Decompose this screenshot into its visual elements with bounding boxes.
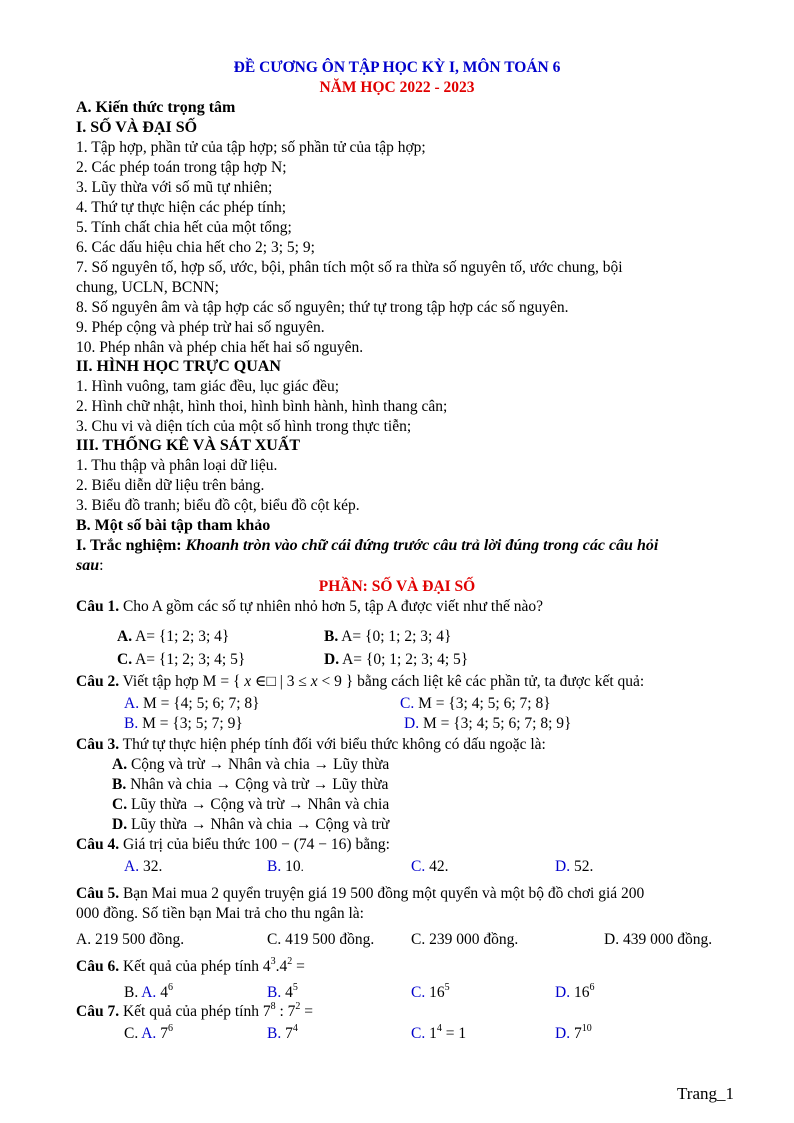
option-text: M = {3; 5; 7; 9}	[138, 715, 243, 732]
option-d	[404, 714, 571, 733]
section-b-heading: B. Một số bài tập tham khảo	[76, 517, 271, 534]
option-text: A= {1; 2; 3; 4}	[132, 628, 230, 645]
question-text: Bạn Mai mua 2 quyển truyện giá 19 500 đồng một quyển và một bộ đồ chơi giá 200	[119, 885, 645, 902]
question-6	[76, 957, 305, 976]
question-text: Thứ tự thực hiện phép tính đối với biểu thức không có dấu ngoặc là:	[119, 736, 546, 753]
option-d	[324, 650, 468, 669]
document-title: ĐỀ CƯƠNG ÔN TẬP HỌC KỲ I, MÔN TOÁN 6	[233, 59, 561, 76]
option-letter: D.	[404, 715, 420, 732]
option-text: 1	[425, 1025, 437, 1042]
school-year: NĂM HỌC 2022 - 2023	[319, 79, 475, 96]
exponent: 6	[589, 982, 595, 993]
question-label: Câu 1.	[76, 598, 120, 615]
option-b	[112, 775, 388, 794]
math-var: x	[244, 673, 252, 690]
option-text: Cộng và trừ → Nhân và chia → Lũy thừa	[127, 756, 390, 773]
question-text: Cho A gồm các số tự nhiên nhỏ hơn 5, tập A được viết như thế nào?	[119, 598, 543, 615]
option-letter: A.	[124, 858, 140, 875]
list-item: 2. Các phép toán trong tập hợp N;	[76, 159, 287, 176]
option-letter: B.	[124, 715, 139, 732]
math-var: x	[310, 673, 318, 690]
exponent: 6	[167, 1023, 173, 1034]
list-item: 3. Lũy thừa với số mũ tự nhiên;	[76, 179, 273, 196]
option-text: Nhân và chia → Cộng và trừ → Lũy thừa	[126, 776, 389, 793]
option-letter: C.	[411, 984, 426, 1001]
section-a-heading: A. Kiến thức trọng tâm	[76, 99, 236, 116]
option-letter: C.	[400, 695, 415, 712]
option-text: 10	[281, 858, 301, 875]
option-letter: C.	[411, 1025, 426, 1042]
list-item: 8. Số nguyên âm và tập hợp các số nguyên; thứ tự trong tập hợp các số nguyên.	[76, 299, 569, 316]
option-c	[411, 983, 450, 1002]
option-letter: D.	[555, 984, 571, 1001]
option-text: 4	[281, 984, 293, 1001]
option-text: M = {4; 5; 6; 7; 8}	[139, 695, 260, 712]
question-label: Câu 6.	[76, 958, 120, 975]
exponent: 4	[292, 1023, 298, 1034]
option-letter: B.	[112, 776, 127, 793]
option-letter: B.	[267, 858, 282, 875]
mc-instruction-cont	[76, 556, 104, 575]
question-text: Kết quả của phép tính 7	[119, 1003, 271, 1020]
mc-colon: :	[99, 557, 104, 574]
list-item: 1. Tập hợp, phần tử của tập hợp; số phần tử của tập hợp;	[76, 139, 426, 156]
list-item: 3. Chu vi và diện tích của một số hình trong thực tiễn;	[76, 418, 412, 435]
list-item: 5. Tính chất chia hết của một tổng;	[76, 219, 292, 236]
option-text: .	[300, 859, 304, 874]
question-4	[76, 835, 390, 854]
option-letter: C.	[411, 858, 426, 875]
option-c: C. 239 000 đồng.	[411, 931, 519, 948]
option-text: 42.	[425, 858, 449, 875]
option-text: M = {3; 4; 5; 6; 7; 8; 9}	[419, 715, 572, 732]
list-item: 1. Thu thập và phân loại dữ liệu.	[76, 457, 278, 474]
option-text: 4	[156, 984, 168, 1001]
option-b	[124, 714, 243, 733]
question-1	[76, 597, 543, 616]
list-item: 10. Phép nhân và phép chia hết hai số nguyên.	[76, 339, 364, 356]
part-title: PHẦN: SỐ VÀ ĐẠI SỐ	[318, 578, 476, 595]
option-d: D. 439 000 đồng.	[604, 931, 713, 948]
option-d	[555, 1024, 592, 1043]
exponent: 5	[292, 982, 298, 993]
option-letter: D.	[324, 651, 340, 668]
option-b	[324, 627, 451, 646]
option-text: A= {1; 2; 3; 4; 5}	[132, 651, 246, 668]
option-letter: C.	[117, 651, 133, 668]
question-3	[76, 735, 546, 754]
question-text: Kết quả của phép tính 4	[119, 958, 271, 975]
list-item: 2. Hình chữ nhật, hình thoi, hình bình hành, hình thang cân;	[76, 398, 448, 415]
question-label: Câu 5.	[76, 885, 120, 902]
list-item: 9. Phép cộng và phép trừ hai số nguyên.	[76, 319, 325, 336]
missing-glyph: □	[266, 673, 276, 690]
option-text: Lũy thừa → Nhân và chia → Cộng và trừ	[127, 816, 390, 833]
part-1-heading: I. SỐ VÀ ĐẠI SỐ	[76, 119, 198, 136]
math-expression: 100 − (74 − 16)	[254, 836, 352, 853]
part-2-heading: II. HÌNH HỌC TRỰC QUAN	[76, 358, 281, 375]
question-text: | 3 ≤	[275, 673, 311, 690]
question-5-cont: 000 đồng. Số tiền bạn Mai trả cho thu ngân là:	[76, 905, 364, 922]
mc-instruction-text-2: sau	[76, 557, 100, 574]
list-item: 2. Biểu diễn dữ liệu trên bảng.	[76, 477, 265, 494]
option-prefix: B.	[124, 984, 142, 1001]
option-letter: B.	[267, 1025, 282, 1042]
question-2	[76, 672, 644, 691]
option-text: 52.	[570, 858, 594, 875]
mc-instruction-text: Khoanh tròn vào chữ cái đứng trước câu trả lời đúng trong các câu hỏi	[185, 537, 659, 554]
part-3-heading: III. THỐNG KÊ VÀ SÁT XUẤT	[76, 437, 301, 454]
option-text: A= {0; 1; 2; 3; 4}	[338, 628, 452, 645]
option-a	[117, 627, 229, 646]
question-text: .4	[275, 958, 288, 975]
question-text: Viết tập hợp M = {	[119, 673, 245, 690]
option-a	[124, 694, 260, 713]
option-c	[400, 694, 551, 713]
option-b: C. 419 500 đồng.	[267, 931, 375, 948]
option-text: 7	[570, 1025, 582, 1042]
option-text: A= {0; 1; 2; 3; 4; 5}	[339, 651, 469, 668]
list-item: 4. Thứ tự thực hiện các phép tính;	[76, 199, 287, 216]
list-item: 6. Các dấu hiệu chia hết cho 2; 3; 5; 9;	[76, 239, 315, 256]
option-a: A. 219 500 đồng.	[76, 931, 185, 948]
option-d	[112, 815, 389, 834]
option-letter: D.	[555, 1025, 571, 1042]
option-b	[267, 983, 298, 1002]
option-text: 16	[570, 984, 590, 1001]
option-prefix: C.	[124, 1025, 142, 1042]
option-text: 7	[156, 1025, 168, 1042]
question-text: < 9 } bằng cách liệt kê các phần tử, ta được kết quả:	[317, 673, 645, 690]
option-letter: A.	[117, 628, 133, 645]
option-b	[267, 1024, 298, 1043]
option-letter: D.	[555, 858, 571, 875]
option-letter: A.	[141, 984, 157, 1001]
option-b	[267, 857, 304, 876]
question-text: : 7	[275, 1003, 296, 1020]
mc-instruction	[76, 536, 658, 555]
option-letter: C.	[112, 796, 128, 813]
option-text: = 1	[441, 1025, 467, 1042]
option-a	[112, 755, 389, 774]
exponent: 5	[444, 982, 450, 993]
question-text: bằng:	[351, 836, 390, 853]
option-letter: B.	[267, 984, 282, 1001]
page-number: Trang_1	[677, 1084, 734, 1103]
option-c	[411, 857, 448, 876]
option-text: Lũy thừa → Cộng và trừ → Nhân và chia	[127, 796, 390, 813]
exponent: 2	[287, 956, 293, 967]
exponent: 2	[295, 1001, 301, 1012]
list-item: 7. Số nguyên tố, hợp số, ước, bội, phân tích một số ra thừa số nguyên tố, ước chung, bội	[76, 259, 623, 276]
question-text: =	[300, 1003, 314, 1020]
exponent: 3	[270, 956, 276, 967]
question-7	[76, 1002, 313, 1021]
option-text: 32.	[139, 858, 163, 875]
exponent: 4	[436, 1023, 442, 1034]
math-symbol: ∈	[251, 673, 267, 690]
question-label: Câu 2.	[76, 673, 120, 690]
option-text: 16	[425, 984, 445, 1001]
option-letter: B.	[324, 628, 339, 645]
option-letter: A.	[141, 1025, 157, 1042]
mc-label: I. Trắc nghiệm:	[76, 537, 182, 554]
list-item: 1. Hình vuông, tam giác đều, lục giác đều;	[76, 378, 340, 395]
question-label: Câu 4.	[76, 836, 120, 853]
option-c	[117, 650, 245, 669]
option-a	[124, 857, 162, 876]
question-text: Giá trị của biểu thức	[119, 836, 255, 853]
option-c	[112, 795, 389, 814]
option-a	[124, 983, 173, 1002]
question-text: =	[292, 958, 305, 975]
exponent: 6	[167, 982, 173, 993]
option-letter: A.	[124, 695, 140, 712]
question-5	[76, 884, 726, 903]
exponent: 8	[270, 1001, 276, 1012]
option-d	[555, 857, 593, 876]
list-item: chung, UCLN, BCNN;	[76, 279, 219, 296]
exponent: 10	[581, 1023, 592, 1034]
option-c	[411, 1024, 466, 1043]
list-item: 3. Biểu đồ tranh; biểu đồ cột, biểu đồ cột kép.	[76, 497, 360, 514]
question-label: Câu 3.	[76, 736, 120, 753]
option-text: M = {3; 4; 5; 6; 7; 8}	[414, 695, 551, 712]
option-d	[555, 983, 594, 1002]
option-a	[124, 1024, 173, 1043]
option-letter: A.	[112, 756, 128, 773]
option-letter: D.	[112, 816, 128, 833]
option-text: 7	[281, 1025, 293, 1042]
question-label: Câu 7.	[76, 1003, 120, 1020]
